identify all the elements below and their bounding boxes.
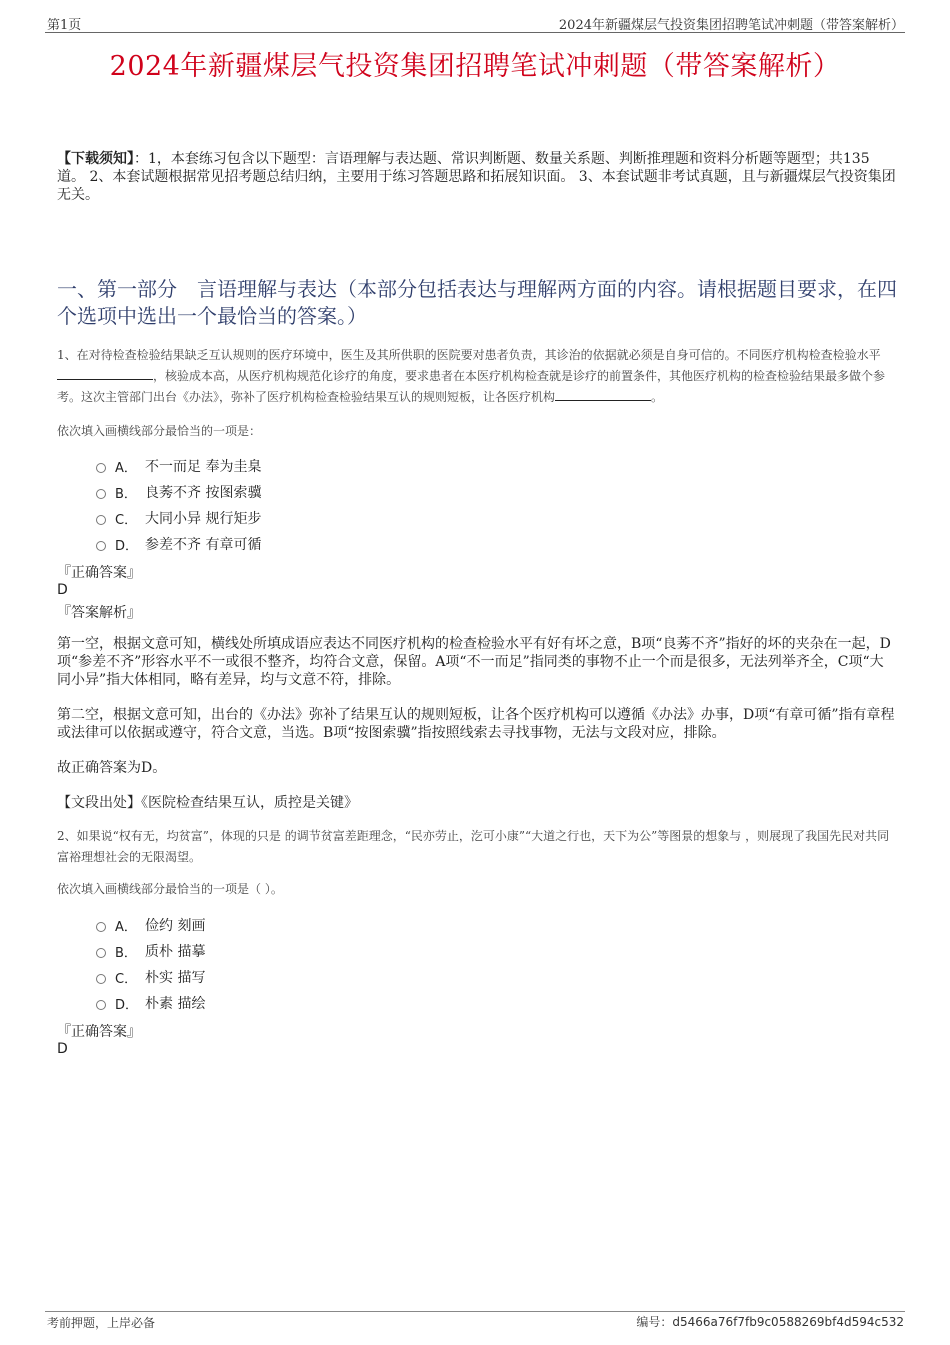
analysis-paragraph-1: 第一空，根据文意可知，横线处所填成语应表达不同医疗机构的检查检验水平有好有坏之意，B项“良莠不齐”指好的坏的夹杂在一起，D项“参差不齐”形容水平不一或很不整齐，均符合文意，保留。A项“不一而足”指同类的事物不止一个而是很多，无法列举齐全，C项“大同小异”指大体相同，略有差异，均与文意不符，排除。	[57, 636, 891, 688]
option-text: 参差不齐 有章可循	[145, 537, 262, 553]
radio-icon[interactable]	[96, 974, 106, 984]
option-text: 质朴 描摹	[145, 944, 206, 960]
footer-divider	[45, 1311, 905, 1312]
fill-blank-2	[555, 388, 651, 401]
radio-icon[interactable]	[96, 541, 106, 551]
fill-blank-1	[57, 367, 153, 380]
option-letter: B．	[115, 486, 137, 502]
option-text: 朴素 描绘	[145, 996, 206, 1012]
question-1-prompt: 依次填入画横线部分最恰当的一项是：	[57, 424, 262, 438]
question-2-option-d[interactable]	[96, 993, 205, 1013]
question-1-part-a: 1、在对待检查检验结果缺乏互认规则的医疗环境中，医生及其所供职的医院要对患者负责，其诊治的依据就必须是自身可信的。不同医疗机构检查检验水平	[57, 348, 881, 362]
question-1-option-a[interactable]	[96, 456, 261, 476]
footer-code-label: 编号：	[636, 1315, 673, 1329]
radio-icon[interactable]	[96, 515, 106, 525]
passage-source: 【文段出处】《医院检查结果互认，质控是关键》	[57, 795, 358, 811]
analysis-label: 『答案解析』	[57, 605, 141, 621]
question-2-option-b[interactable]	[96, 941, 205, 961]
footer-slogan: 考前押题，上岸必备	[47, 1316, 156, 1330]
download-notice	[57, 150, 897, 204]
section-heading: 一、第一部分 言语理解与表达（本部分包括表达与理解两方面的内容。请根据题目要求，在四个选项中选出一个最恰当的答案。）	[57, 277, 897, 328]
option-text: 大同小异 规行矩步	[145, 511, 262, 527]
question-2-prompt: 依次填入画横线部分最恰当的一项是（ ）。	[57, 882, 283, 896]
option-text: 不一而足 奉为圭臬	[145, 459, 262, 475]
question-2-text: 2、如果说“权有无，均贫富”，体现的只是 的调节贫富差距理念，“民亦劳止，汔可小康”“大道之行也，天下为公”等图景的想象与 ，则展现了我国先民对共同富裕理想社会的无限渴望。	[57, 829, 890, 864]
radio-icon[interactable]	[96, 1000, 106, 1010]
question-1-text	[57, 345, 897, 408]
notice-text: ：1，本套练习包含以下题型：言语理解与表达题、常识判断题、数量关系题、判断推理题和资料分析题等题型；共135道。 2、本套试题根据常见招考题总结归纳，主要用于练习答题思路和拓展知识面。 3、本套试题非考试真题，且与新疆煤层气投资集团无关。	[57, 151, 896, 203]
question-2-option-c[interactable]	[96, 967, 205, 987]
header-doc-title: 2024年新疆煤层气投资集团招聘笔试冲刺题（带答案解析）	[558, 18, 904, 33]
radio-icon[interactable]	[96, 489, 106, 499]
question-1-option-c[interactable]	[96, 508, 261, 528]
question-1-part-b: ，核验成本高，从医疗机构规范化诊疗的角度，要求患者在本医疗机构检查就是诊疗的前置条件，其他医疗机构的检查检验结果最多做个参考。这次主管部门出台《办法》，弥补了医疗机构检查检验结果互认的规则短板，让各医疗机构	[57, 369, 886, 404]
answer-value: D	[57, 582, 68, 598]
analysis-conclusion: 故正确答案为D。	[57, 760, 167, 776]
radio-icon[interactable]	[96, 463, 106, 473]
analysis-paragraph-2: 第二空，根据文意可知，出台的《办法》弥补了结果互认的规则短板，让各个医疗机构可以遵循《办法》办事，D项“有章可循”指有章程或法律可以依据或遵守，符合文意，当选。B项“按图索骥”指按照线索去寻找事物，无法与文段对应，排除。	[57, 707, 895, 741]
option-letter: C．	[115, 971, 138, 987]
option-letter: D．	[115, 538, 139, 554]
footer-code	[636, 1313, 904, 1330]
question-2-option-a[interactable]	[96, 915, 205, 935]
answer-value: D	[57, 1041, 68, 1057]
notice-tag: 【下载须知】	[57, 151, 134, 167]
radio-icon[interactable]	[96, 948, 106, 958]
radio-icon[interactable]	[96, 922, 106, 932]
answer-label: 『正确答案』	[57, 565, 141, 581]
option-letter: C．	[115, 512, 138, 528]
option-text: 良莠不齐 按图索骥	[145, 485, 262, 501]
option-letter: A．	[115, 460, 137, 476]
page-number: 第1页	[47, 18, 82, 33]
option-text: 朴实 描写	[145, 970, 206, 986]
question-1-part-c: 。	[651, 390, 664, 404]
footer-code-value: d5466a76f7fb9c0588269bf4d594c532	[672, 1315, 904, 1329]
option-letter: A．	[115, 919, 137, 935]
option-text: 俭约 刻画	[145, 918, 206, 934]
question-1-option-d[interactable]	[96, 534, 261, 554]
option-letter: D．	[115, 997, 139, 1013]
option-letter: B．	[115, 945, 137, 961]
page-title: 2024年新疆煤层气投资集团招聘笔试冲刺题（带答案解析）	[109, 51, 841, 82]
question-1-option-b[interactable]	[96, 482, 261, 502]
header-divider	[45, 32, 905, 33]
answer-label: 『正确答案』	[57, 1024, 141, 1040]
